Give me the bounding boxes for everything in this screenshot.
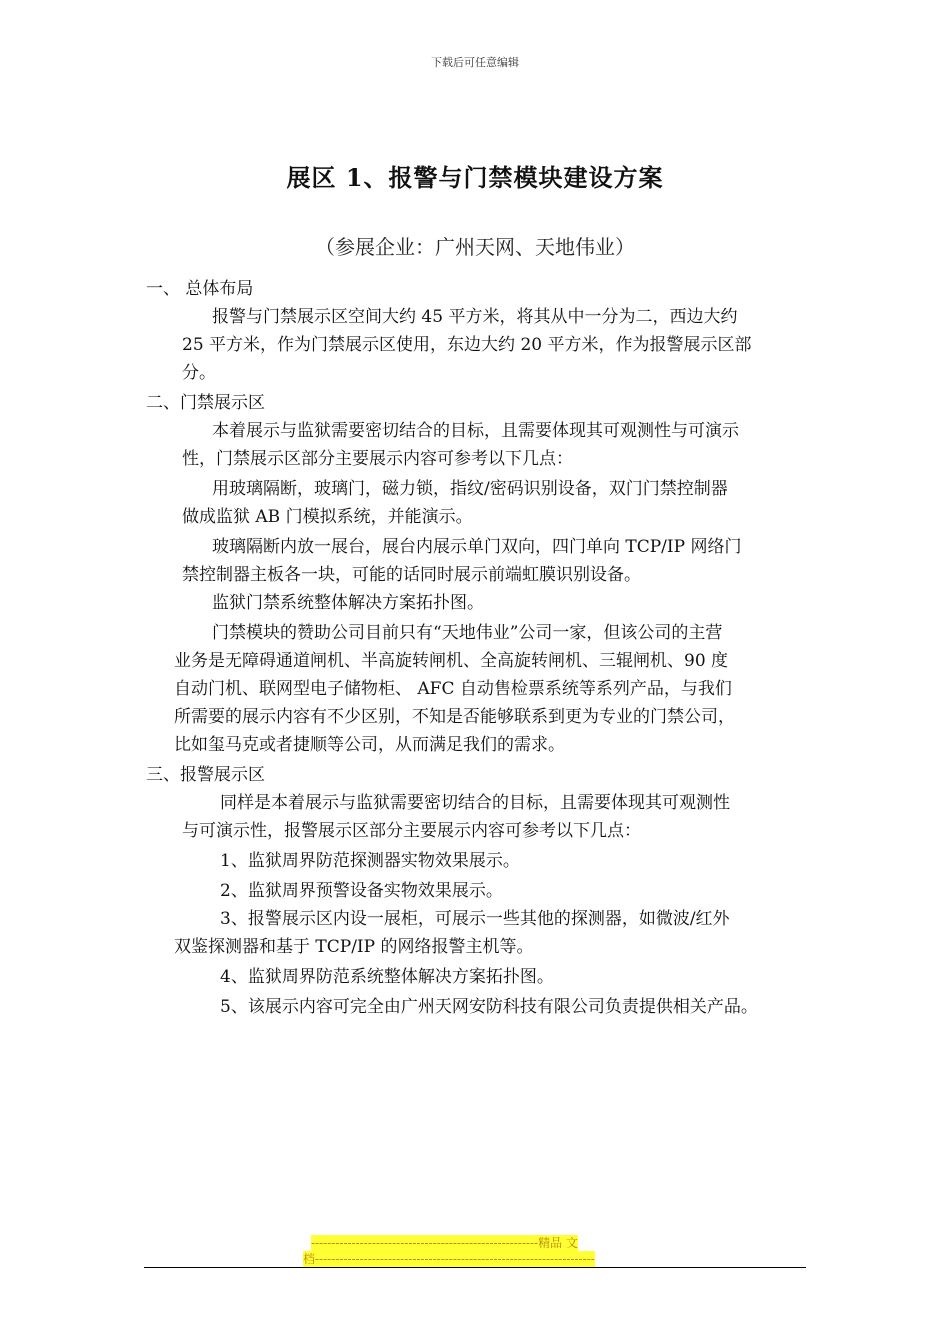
paragraph-line: 25 平方米，作为门禁展示区使用，东边大约 20 平方米，作为报警展示区部 (182, 335, 752, 355)
footer-watermark-line: 档--------------------------------------------------------------------- (303, 1252, 595, 1266)
paragraph-line: 所需要的展示内容有不少区别，不知是否能够联系到更为专业的门禁公司， (174, 707, 735, 727)
list-item-continuation: 双鉴探测器和基于 TCP/IP 的网络报警主机等。 (174, 937, 534, 957)
paragraph-line: 自动门机、联网型电子储物柜、 AFC 自动售检票系统等系列产品，与我们 (174, 679, 732, 699)
paragraph-line: 报警与门禁展示区空间大约 45 平方米，将其从中一分为二，西边大约 (212, 307, 738, 327)
list-item: 1、监狱周界防范探测器实物效果展示。 (220, 851, 520, 871)
list-item: 3、报警展示区内设一展柜，可展示一些其他的探测器，如微波/红外 (220, 909, 730, 929)
paragraph-line: 玻璃隔断内放一展台，展台内展示单门双向，四门单向 TCP/IP 网络门 (212, 537, 742, 557)
section-heading-layout: 一、 总体布局 (146, 279, 254, 299)
list-item: 2、监狱周界预警设备实物效果展示。 (220, 881, 503, 901)
page-title: 展区 1、报警与门禁模块建设方案 (286, 163, 664, 192)
paragraph-line: 分。 (182, 363, 216, 383)
section-heading-access: 二、门禁展示区 (146, 393, 265, 413)
paragraph-line: 业务是无障碍通道闸机、半高旋转闸机、全高旋转闸机、三辊闸机、90 度 (174, 651, 729, 671)
list-item: 4、监狱周界防范系统整体解决方案拓扑图。 (220, 967, 554, 987)
section-heading-alarm: 三、报警展示区 (146, 765, 265, 785)
header-note: 下载后可任意编辑 (431, 56, 519, 69)
list-item: 5、该展示内容可完全由广州天网安防科技有限公司负责提供相关产品。 (220, 997, 758, 1017)
paragraph-line: 门禁模块的赞助公司目前只有“天地伟业”公司一家，但该公司的主营 (212, 623, 723, 643)
paragraph-line: 禁控制器主板各一块，可能的话同时展示前端虹膜识别设备。 (182, 565, 641, 585)
page-subtitle: （参展企业：广州天网、天地伟业） (315, 235, 635, 259)
paragraph-line: 与可演示性，报警展示区部分主要展示内容可参考以下几点： (182, 821, 641, 841)
paragraph-line: 本着展示与监狱需要密切结合的目标，且需要体现其可观测性与可演示 (212, 421, 739, 441)
footer-divider (144, 1267, 806, 1268)
paragraph-line: 性，门禁展示区部分主要展示内容可参考以下几点： (182, 449, 573, 469)
paragraph-line: 用玻璃隔断，玻璃门，磁力锁，指纹/密码识别设备，双门门禁控制器 (212, 479, 728, 499)
paragraph-line: 做成监狱 AB 门模拟系统，并能演示。 (182, 507, 473, 527)
paragraph-line: 监狱门禁系统整体解决方案拓扑图。 (212, 593, 484, 613)
footer-watermark-line: --------------------------------------------------------精品 文 (311, 1236, 578, 1250)
paragraph-line: 比如玺马克或者捷顺等公司，从而满足我们的需求。 (174, 735, 565, 755)
paragraph-line: 同样是本着展示与监狱需要密切结合的目标，且需要体现其可观测性 (220, 793, 730, 813)
